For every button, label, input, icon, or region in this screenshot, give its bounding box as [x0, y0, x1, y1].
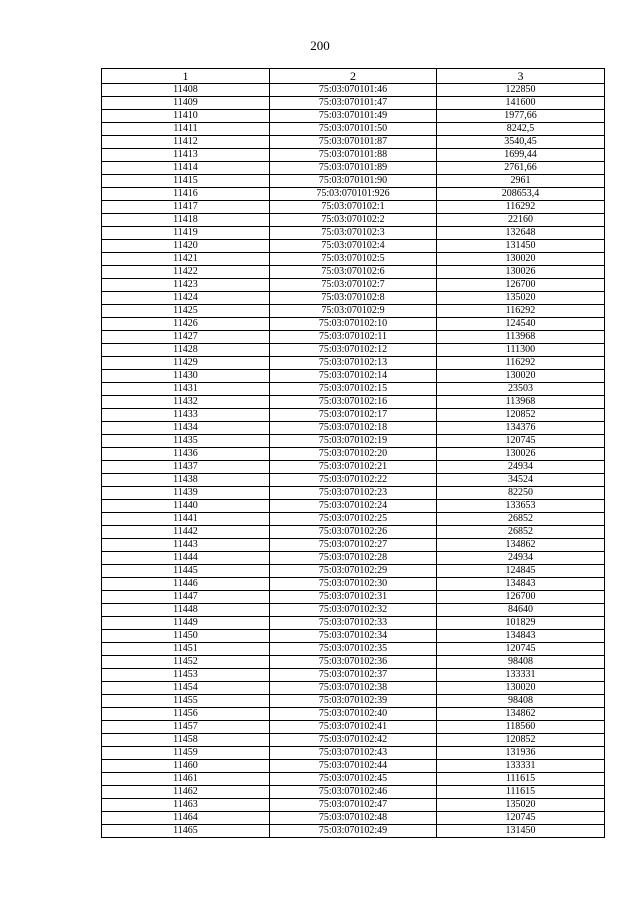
value-cell: 116292: [437, 305, 605, 318]
value-cell: 133653: [437, 500, 605, 513]
table-row: [102, 331, 605, 344]
table-row: [102, 552, 605, 565]
row-number-cell: 11429: [102, 357, 270, 370]
table-row: [102, 682, 605, 695]
row-number-cell: 11426: [102, 318, 270, 331]
value-cell: 3540,45: [437, 136, 605, 149]
value-cell: 120745: [437, 435, 605, 448]
cadastral-number-cell: 75:03:070101:46: [270, 84, 437, 97]
cadastral-number-cell: 75:03:070102:5: [270, 253, 437, 266]
row-number-cell: 11413: [102, 149, 270, 162]
row-number-cell: 11441: [102, 513, 270, 526]
value-cell: 98408: [437, 656, 605, 669]
cadastral-number-cell: 75:03:070102:19: [270, 435, 437, 448]
table-row: [102, 253, 605, 266]
table-row: [102, 539, 605, 552]
table-row: [102, 162, 605, 175]
value-cell: 1699,44: [437, 149, 605, 162]
value-cell: 120852: [437, 409, 605, 422]
cadastral-number-cell: 75:03:070102:40: [270, 708, 437, 721]
row-number-cell: 11412: [102, 136, 270, 149]
row-number-cell: 11443: [102, 539, 270, 552]
value-cell: 124540: [437, 318, 605, 331]
row-number-cell: 11409: [102, 97, 270, 110]
cadastral-number-cell: 75:03:070102:44: [270, 760, 437, 773]
value-cell: 24934: [437, 552, 605, 565]
value-cell: 26852: [437, 526, 605, 539]
row-number-cell: 11417: [102, 201, 270, 214]
cadastral-number-cell: 75:03:070102:31: [270, 591, 437, 604]
cadastral-number-cell: 75:03:070102:43: [270, 747, 437, 760]
value-cell: 130020: [437, 370, 605, 383]
table-row: [102, 370, 605, 383]
value-cell: 134843: [437, 578, 605, 591]
row-number-cell: 11435: [102, 435, 270, 448]
table-row: [102, 747, 605, 760]
cadastral-number-cell: 75:03:070102:15: [270, 383, 437, 396]
row-number-cell: 11436: [102, 448, 270, 461]
row-number-cell: 11415: [102, 175, 270, 188]
row-number-cell: 11462: [102, 786, 270, 799]
table-row: [102, 396, 605, 409]
row-number-cell: 11428: [102, 344, 270, 357]
row-number-cell: 11464: [102, 812, 270, 825]
cadastral-number-cell: 75:03:070102:11: [270, 331, 437, 344]
cadastral-number-cell: 75:03:070102:38: [270, 682, 437, 695]
table-row: [102, 786, 605, 799]
value-cell: 134862: [437, 708, 605, 721]
row-number-cell: 11440: [102, 500, 270, 513]
value-cell: 84640: [437, 604, 605, 617]
cadastral-number-cell: 75:03:070102:9: [270, 305, 437, 318]
row-number-cell: 11411: [102, 123, 270, 136]
page-number: 200: [310, 38, 330, 53]
table-row: [102, 266, 605, 279]
value-cell: 141600: [437, 97, 605, 110]
table-row: [102, 461, 605, 474]
value-cell: 130026: [437, 448, 605, 461]
row-number-cell: 11421: [102, 253, 270, 266]
table-row: [102, 812, 605, 825]
column-header-2: 2: [270, 69, 437, 84]
table-row: [102, 695, 605, 708]
cadastral-number-cell: 75:03:070102:16: [270, 396, 437, 409]
table-body: [102, 84, 605, 838]
cadastral-number-cell: 75:03:070102:3: [270, 227, 437, 240]
cadastral-number-cell: 75:03:070102:45: [270, 773, 437, 786]
table-row: [102, 721, 605, 734]
column-header-3: 3: [437, 69, 605, 84]
value-cell: 26852: [437, 513, 605, 526]
value-cell: 208653,4: [437, 188, 605, 201]
row-number-cell: 11445: [102, 565, 270, 578]
cadastral-number-cell: 75:03:070102:12: [270, 344, 437, 357]
row-number-cell: 11420: [102, 240, 270, 253]
cadastral-number-cell: 75:03:070102:34: [270, 630, 437, 643]
cadastral-number-cell: 75:03:070102:35: [270, 643, 437, 656]
value-cell: 120745: [437, 812, 605, 825]
row-number-cell: 11446: [102, 578, 270, 591]
table-row: [102, 578, 605, 591]
cadastral-number-cell: 75:03:070102:39: [270, 695, 437, 708]
value-cell: 126700: [437, 279, 605, 292]
value-cell: 133331: [437, 760, 605, 773]
value-cell: 131936: [437, 747, 605, 760]
value-cell: 116292: [437, 357, 605, 370]
row-number-cell: 11457: [102, 721, 270, 734]
data-table: [101, 68, 605, 838]
row-number-cell: 11442: [102, 526, 270, 539]
cadastral-number-cell: 75:03:070102:7: [270, 279, 437, 292]
table-row: [102, 474, 605, 487]
cadastral-number-cell: 75:03:070102:37: [270, 669, 437, 682]
row-number-cell: 11460: [102, 760, 270, 773]
row-number-cell: 11427: [102, 331, 270, 344]
value-cell: 120852: [437, 734, 605, 747]
cadastral-number-cell: 75:03:070102:1: [270, 201, 437, 214]
cadastral-number-cell: 75:03:070102:26: [270, 526, 437, 539]
value-cell: 8242,5: [437, 123, 605, 136]
value-cell: 130020: [437, 682, 605, 695]
value-cell: 130020: [437, 253, 605, 266]
cadastral-number-cell: 75:03:070102:23: [270, 487, 437, 500]
row-number-cell: 11431: [102, 383, 270, 396]
value-cell: 122850: [437, 84, 605, 97]
table-row: [102, 175, 605, 188]
table-row: [102, 500, 605, 513]
value-cell: 22160: [437, 214, 605, 227]
cadastral-number-cell: 75:03:070102:20: [270, 448, 437, 461]
table-row: [102, 734, 605, 747]
value-cell: 82250: [437, 487, 605, 500]
table-row: [102, 123, 605, 136]
table-row: [102, 344, 605, 357]
row-number-cell: 11452: [102, 656, 270, 669]
table-row: [102, 409, 605, 422]
row-number-cell: 11418: [102, 214, 270, 227]
value-cell: 130026: [437, 266, 605, 279]
row-number-cell: 11456: [102, 708, 270, 721]
cadastral-number-cell: 75:03:070102:8: [270, 292, 437, 305]
row-number-cell: 11433: [102, 409, 270, 422]
row-number-cell: 11450: [102, 630, 270, 643]
cadastral-number-cell: 75:03:070102:29: [270, 565, 437, 578]
table-row: [102, 643, 605, 656]
row-number-cell: 11423: [102, 279, 270, 292]
row-number-cell: 11458: [102, 734, 270, 747]
value-cell: 126700: [437, 591, 605, 604]
cadastral-number-cell: 75:03:070101:88: [270, 149, 437, 162]
cadastral-number-cell: 75:03:070101:87: [270, 136, 437, 149]
table-row: [102, 565, 605, 578]
table-row: [102, 526, 605, 539]
value-cell: 124845: [437, 565, 605, 578]
value-cell: 135020: [437, 799, 605, 812]
table-row: [102, 656, 605, 669]
table-row: [102, 188, 605, 201]
row-number-cell: 11424: [102, 292, 270, 305]
value-cell: 34524: [437, 474, 605, 487]
header-row: [102, 69, 605, 84]
value-cell: 113968: [437, 331, 605, 344]
row-number-cell: 11419: [102, 227, 270, 240]
row-number-cell: 11454: [102, 682, 270, 695]
cadastral-number-cell: 75:03:070101:926: [270, 188, 437, 201]
value-cell: 116292: [437, 201, 605, 214]
value-cell: 131450: [437, 240, 605, 253]
row-number-cell: 11461: [102, 773, 270, 786]
table-header: [102, 69, 605, 84]
row-number-cell: 11455: [102, 695, 270, 708]
row-number-cell: 11451: [102, 643, 270, 656]
value-cell: 23503: [437, 383, 605, 396]
table-row: [102, 201, 605, 214]
row-number-cell: 11422: [102, 266, 270, 279]
cadastral-number-cell: 75:03:070102:10: [270, 318, 437, 331]
table-row: [102, 825, 605, 838]
cadastral-number-cell: 75:03:070102:21: [270, 461, 437, 474]
table-row: [102, 617, 605, 630]
value-cell: 101829: [437, 617, 605, 630]
value-cell: 134843: [437, 630, 605, 643]
table-row: [102, 448, 605, 461]
cadastral-number-cell: 75:03:070102:42: [270, 734, 437, 747]
table-row: [102, 318, 605, 331]
cadastral-number-cell: 75:03:070102:22: [270, 474, 437, 487]
value-cell: 132648: [437, 227, 605, 240]
cadastral-number-cell: 75:03:070102:27: [270, 539, 437, 552]
row-number-cell: 11449: [102, 617, 270, 630]
table-row: [102, 630, 605, 643]
row-number-cell: 11416: [102, 188, 270, 201]
row-number-cell: 11414: [102, 162, 270, 175]
column-header-1: 1: [102, 69, 270, 84]
row-number-cell: 11447: [102, 591, 270, 604]
value-cell: 135020: [437, 292, 605, 305]
cadastral-number-cell: 75:03:070102:36: [270, 656, 437, 669]
cadastral-number-cell: 75:03:070102:28: [270, 552, 437, 565]
value-cell: 111615: [437, 786, 605, 799]
row-number-cell: 11430: [102, 370, 270, 383]
cadastral-number-cell: 75:03:070102:49: [270, 825, 437, 838]
value-cell: 118560: [437, 721, 605, 734]
table-row: [102, 773, 605, 786]
row-number-cell: 11459: [102, 747, 270, 760]
table-row: [102, 279, 605, 292]
cadastral-number-cell: 75:03:070102:47: [270, 799, 437, 812]
table-row: [102, 84, 605, 97]
cadastral-number-cell: 75:03:070102:17: [270, 409, 437, 422]
table-row: [102, 708, 605, 721]
row-number-cell: 11410: [102, 110, 270, 123]
value-cell: 2961: [437, 175, 605, 188]
cadastral-number-cell: 75:03:070102:4: [270, 240, 437, 253]
table-row: [102, 422, 605, 435]
cadastral-number-cell: 75:03:070102:30: [270, 578, 437, 591]
cadastral-number-cell: 75:03:070102:33: [270, 617, 437, 630]
cadastral-number-cell: 75:03:070101:90: [270, 175, 437, 188]
table-row: [102, 487, 605, 500]
value-cell: 111615: [437, 773, 605, 786]
cadastral-number-cell: 75:03:070102:14: [270, 370, 437, 383]
row-number-cell: 11448: [102, 604, 270, 617]
table-row: [102, 604, 605, 617]
value-cell: 113968: [437, 396, 605, 409]
row-number-cell: 11408: [102, 84, 270, 97]
cadastral-number-cell: 75:03:070102:2: [270, 214, 437, 227]
value-cell: 1977,66: [437, 110, 605, 123]
table-row: [102, 383, 605, 396]
row-number-cell: 11465: [102, 825, 270, 838]
cadastral-number-cell: 75:03:070102:25: [270, 513, 437, 526]
cadastral-number-cell: 75:03:070102:32: [270, 604, 437, 617]
row-number-cell: 11453: [102, 669, 270, 682]
cadastral-number-cell: 75:03:070101:47: [270, 97, 437, 110]
table-row: [102, 435, 605, 448]
table-row: [102, 292, 605, 305]
cadastral-number-cell: 75:03:070102:13: [270, 357, 437, 370]
cadastral-number-cell: 75:03:070101:50: [270, 123, 437, 136]
table-row: [102, 760, 605, 773]
cadastral-number-cell: 75:03:070102:46: [270, 786, 437, 799]
table-row: [102, 799, 605, 812]
table-row: [102, 357, 605, 370]
table-row: [102, 214, 605, 227]
value-cell: 98408: [437, 695, 605, 708]
row-number-cell: 11425: [102, 305, 270, 318]
cadastral-number-cell: 75:03:070101:49: [270, 110, 437, 123]
row-number-cell: 11432: [102, 396, 270, 409]
table-row: [102, 110, 605, 123]
row-number-cell: 11437: [102, 461, 270, 474]
row-number-cell: 11439: [102, 487, 270, 500]
row-number-cell: 11434: [102, 422, 270, 435]
row-number-cell: 11463: [102, 799, 270, 812]
value-cell: 24934: [437, 461, 605, 474]
row-number-cell: 11438: [102, 474, 270, 487]
table-row: [102, 513, 605, 526]
row-number-cell: 11444: [102, 552, 270, 565]
table-row: [102, 240, 605, 253]
value-cell: 120745: [437, 643, 605, 656]
value-cell: 133331: [437, 669, 605, 682]
value-cell: 2761,66: [437, 162, 605, 175]
table-row: [102, 669, 605, 682]
value-cell: 134376: [437, 422, 605, 435]
table-row: [102, 136, 605, 149]
table-row: [102, 227, 605, 240]
cadastral-number-cell: 75:03:070101:89: [270, 162, 437, 175]
cadastral-number-cell: 75:03:070102:24: [270, 500, 437, 513]
value-cell: 111300: [437, 344, 605, 357]
value-cell: 134862: [437, 539, 605, 552]
table-row: [102, 97, 605, 110]
cadastral-number-cell: 75:03:070102:6: [270, 266, 437, 279]
cadastral-number-cell: 75:03:070102:48: [270, 812, 437, 825]
cadastral-number-cell: 75:03:070102:18: [270, 422, 437, 435]
cadastral-number-cell: 75:03:070102:41: [270, 721, 437, 734]
value-cell: 131450: [437, 825, 605, 838]
table-row: [102, 149, 605, 162]
table-row: [102, 305, 605, 318]
table-row: [102, 591, 605, 604]
